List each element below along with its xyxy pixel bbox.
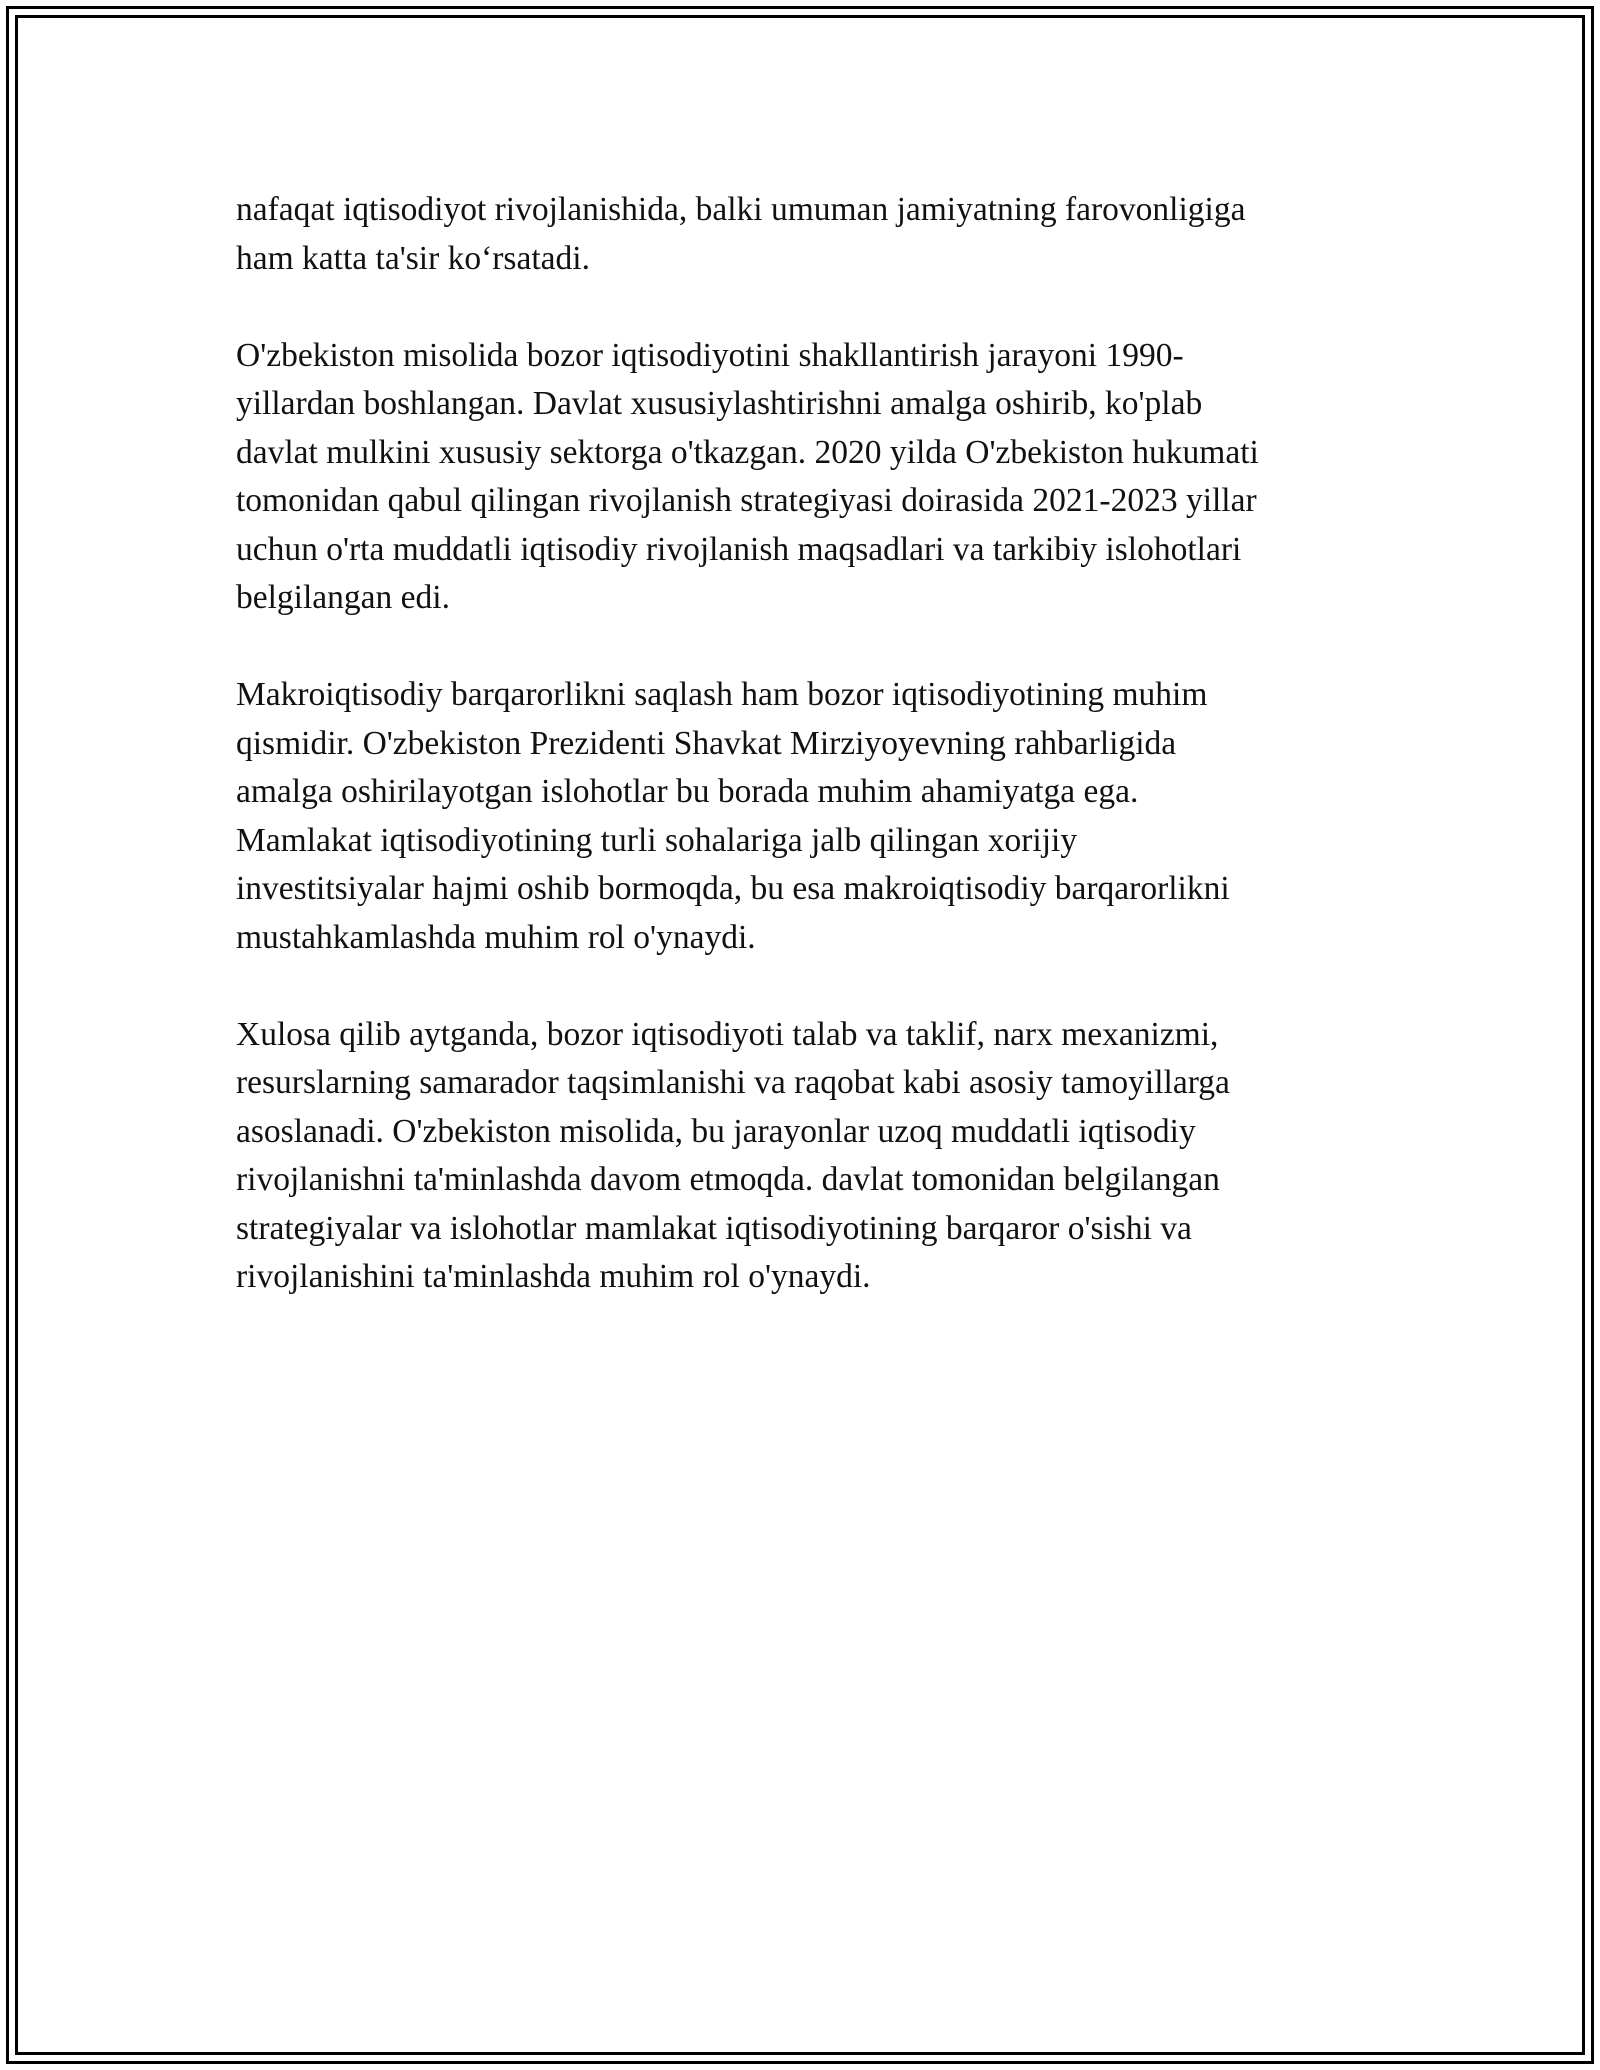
document-body: [236, 186, 1366, 1350]
paragraph-2: O'zbekiston misolida bozor iqtisodiyotini shakllantirish jarayoni 1990- yillardan boshlangan. Davlat xususiylashtirishni amalga oshirib, ko'plab davlat mulkini xususiy sektorga o'tkazgan. 2020 yilda O'zbekiston hukumati tomonidan qabul qilingan rivojlanish strategiyasi doirasida 2021-2023 yillar uchun o'rta muddatli iqtisodiy rivojlanish maqsadlari va tarkibiy islohotlari belgilangan edi.: [236, 336, 1259, 616]
paragraph-3: Makroiqtisodiy barqarorlikni saqlash ham bozor iqtisodiyotining muhim qismidir. O'zbekiston Prezidenti Shavkat Mirziyoyevning rahbarligida amalga oshirilayotgan islohotlar bu borada muhim ahamiyatga ega. Mamlakat iqtisodiyotining turli sohalariga jalb qilingan xorijiy investitsiyalar hajmi oshib bormoqda, bu esa makroiqtisodiy barqarorlikni mustahkamlashda muhim rol o'ynaydi.: [236, 676, 1230, 956]
paragraph-1: nafaqat iqtisodiyot rivojlanishida, balki umuman jamiyatning farovonligiga ham katta ta'sir ko‘rsatadi.: [236, 191, 1246, 277]
paragraph-4: Xulosa qilib aytganda, bozor iqtisodiyoti talab va taklif, narx mexanizmi, resurslarning samarador taqsimlanishi va raqobat kabi asosiy tamoyillarga asoslanadi. O'zbekiston misolida, bu jarayonlar uzoq muddatli iqtisodiy rivojlanishni ta'minlashda davom etmoqda. davlat tomonidan belgilangan strategiyalar va islohotlar mamlakat iqtisodiyotining barqaror o'sishi va rivojlanishini ta'minlashda muhim rol o'ynaydi.: [236, 1015, 1230, 1295]
